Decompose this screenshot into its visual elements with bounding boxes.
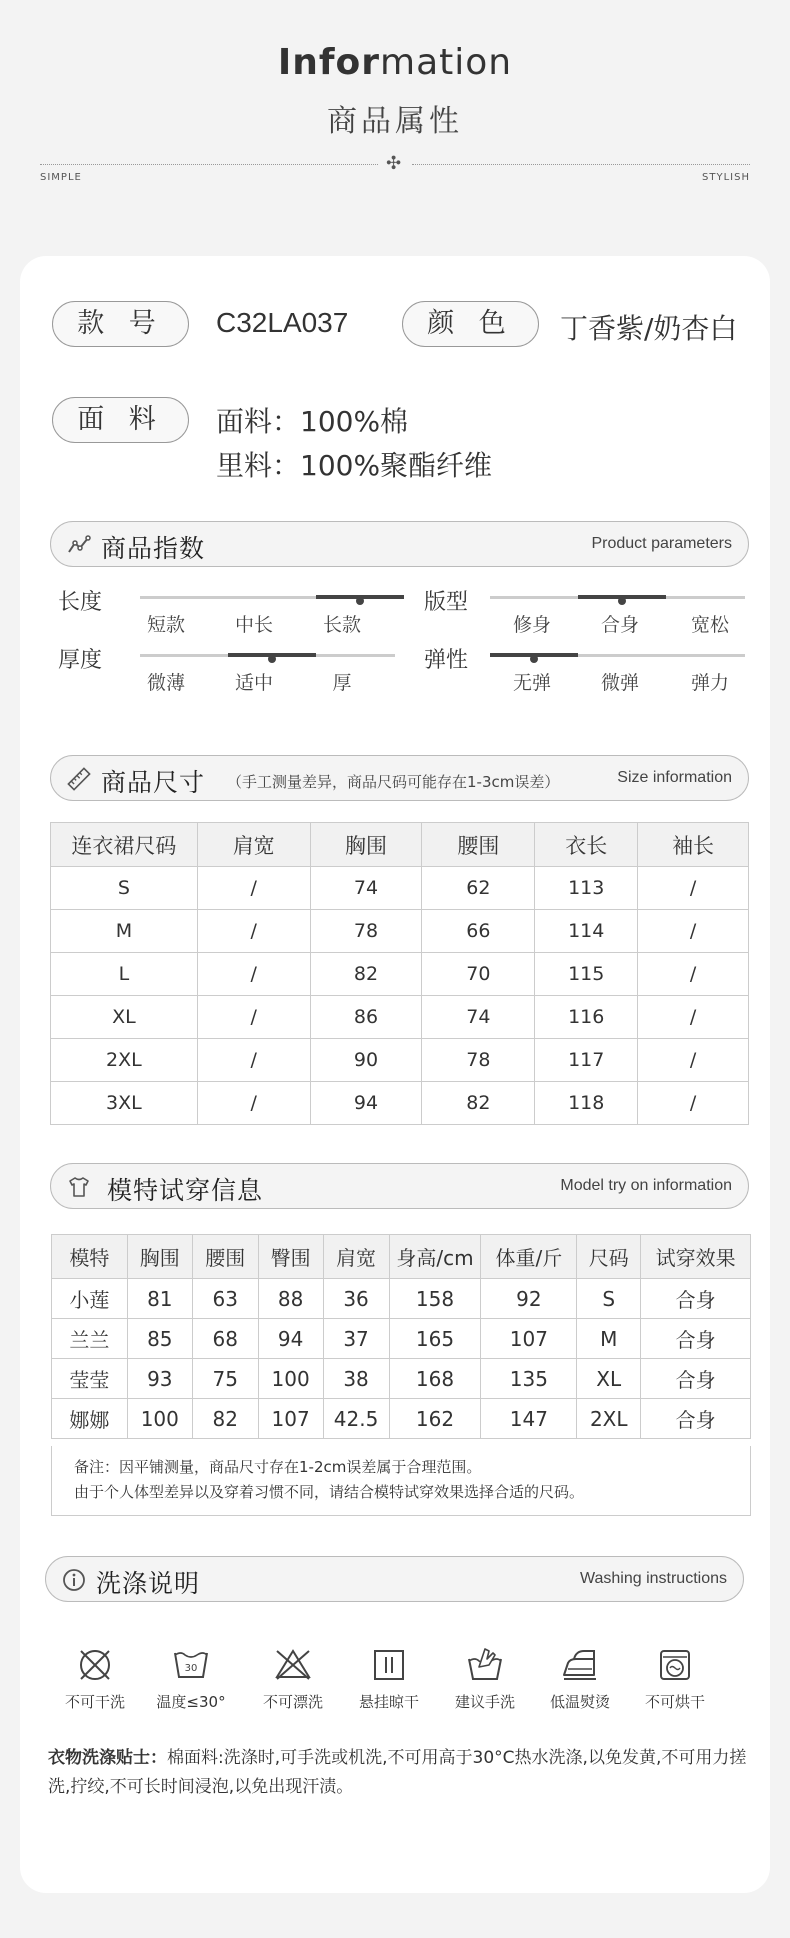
model-cell: 娜娜 <box>52 1399 128 1439</box>
column-header: 试穿效果 <box>641 1235 751 1279</box>
size-cell: 90 <box>310 1039 422 1082</box>
column-header: 肩宽 <box>323 1235 389 1279</box>
size-cell: S <box>51 867 198 910</box>
index-option: 微弹 <box>600 672 639 694</box>
page-title <box>0 42 790 83</box>
fabric-line-2: 里料：100%聚酯纤维 <box>216 449 493 482</box>
size-cell: 115 <box>535 953 638 996</box>
model-cell: 94 <box>258 1319 323 1359</box>
size-cell: 82 <box>422 1082 535 1125</box>
wash-number: 30 <box>184 1663 198 1674</box>
size-info-note: （手工测量差异，商品尺码可能存在1-3cm误差） <box>227 773 560 791</box>
table-row <box>51 867 749 910</box>
column-header: 袖长 <box>638 823 749 867</box>
table-row <box>51 996 749 1039</box>
hand-wash-icon <box>465 1645 505 1685</box>
table-row <box>51 910 749 953</box>
title-bold: Infor <box>277 42 381 83</box>
model-cell: 93 <box>127 1359 192 1399</box>
model-cell: 合身 <box>641 1319 751 1359</box>
size-cell: / <box>638 996 749 1039</box>
model-cell: 37 <box>323 1319 389 1359</box>
model-cell: 82 <box>192 1399 258 1439</box>
size-cell: / <box>197 1039 310 1082</box>
model-cell: S <box>577 1279 641 1319</box>
table-row <box>52 1359 751 1399</box>
model-cell: M <box>577 1319 641 1359</box>
color-value: 丁香紫/奶杏白 <box>560 312 738 345</box>
scale-dot <box>268 655 276 663</box>
care-label: 温度≤30° <box>156 1693 226 1711</box>
size-cell: 62 <box>422 867 535 910</box>
column-header: 肩宽 <box>197 823 310 867</box>
model-table-header <box>52 1235 751 1279</box>
model-cell: 107 <box>481 1319 577 1359</box>
column-header: 胸围 <box>127 1235 192 1279</box>
index-option: 修身 <box>512 614 551 636</box>
model-table <box>51 1234 751 1439</box>
model-info-en: Model try on information <box>560 1177 732 1194</box>
size-info-bar <box>50 755 749 801</box>
column-header: 胸围 <box>310 823 422 867</box>
scale-dot <box>618 597 626 605</box>
model-cell: XL <box>577 1359 641 1399</box>
column-header: 尺码 <box>577 1235 641 1279</box>
care-label: 不可漂洗 <box>262 1693 323 1711</box>
tag-stylish: STYLISH <box>702 172 750 183</box>
no-tumble-dry-icon <box>655 1645 695 1685</box>
table-row <box>51 953 749 996</box>
model-cell: 158 <box>389 1279 481 1319</box>
style-no-label: 款 号 <box>52 301 189 347</box>
hang-dry-icon <box>369 1645 409 1685</box>
size-cell: 116 <box>535 996 638 1039</box>
table-row <box>52 1279 751 1319</box>
wash-tips-label: 衣物洗涤贴士： <box>48 1748 167 1768</box>
size-cell: 94 <box>310 1082 422 1125</box>
size-cell: / <box>638 953 749 996</box>
size-cell: / <box>197 1082 310 1125</box>
column-header: 腰围 <box>192 1235 258 1279</box>
size-cell: 66 <box>422 910 535 953</box>
wash-info-en: Washing instructions <box>579 1570 727 1587</box>
care-hang-dry <box>344 1645 434 1712</box>
model-remark <box>51 1446 751 1516</box>
color-label: 颜 色 <box>402 301 539 347</box>
column-header: 衣长 <box>535 823 638 867</box>
model-cell: 165 <box>389 1319 481 1359</box>
care-no-bleach <box>248 1645 338 1712</box>
table-row <box>52 1399 751 1439</box>
tag-simple: SIMPLE <box>40 172 82 183</box>
model-cell: 100 <box>258 1359 323 1399</box>
index-label: 长度 <box>58 590 103 615</box>
care-no-dry-clean <box>50 1645 140 1712</box>
model-cell: 合身 <box>641 1399 751 1439</box>
wash-info-title: 洗涤说明 <box>96 1569 201 1598</box>
model-cell: 75 <box>192 1359 258 1399</box>
model-cell: 2XL <box>577 1399 641 1439</box>
index-label: 版型 <box>424 590 469 615</box>
model-cell: 168 <box>389 1359 481 1399</box>
care-label: 建议手洗 <box>454 1693 515 1711</box>
size-info-en: Size information <box>617 769 732 786</box>
wash-30-icon <box>171 1645 211 1685</box>
size-cell: / <box>638 867 749 910</box>
size-table-header <box>51 823 749 867</box>
model-cell: 92 <box>481 1279 577 1319</box>
info-icon <box>62 1568 86 1592</box>
care-wash-30 <box>146 1645 236 1712</box>
size-info-title: 商品尺寸 <box>101 768 206 797</box>
care-label: 悬挂晾干 <box>358 1693 419 1711</box>
column-header: 腰围 <box>422 823 535 867</box>
scale-dot <box>356 597 364 605</box>
header-divider-left <box>40 164 378 165</box>
low-iron-icon <box>560 1645 600 1685</box>
table-row <box>52 1319 751 1359</box>
size-cell: 78 <box>310 910 422 953</box>
index-option: 短款 <box>146 614 185 636</box>
size-cell: 2XL <box>51 1039 198 1082</box>
care-no-tumble-dry <box>630 1645 720 1712</box>
model-cell: 合身 <box>641 1279 751 1319</box>
care-low-iron <box>535 1645 625 1712</box>
index-option: 厚 <box>332 672 352 694</box>
model-cell: 小莲 <box>52 1279 128 1319</box>
model-cell: 147 <box>481 1399 577 1439</box>
model-cell: 68 <box>192 1319 258 1359</box>
remark-line-2: 由于个人体型差异以及穿着习惯不同，请结合模特试穿效果选择合适的尺码。 <box>74 1483 585 1501</box>
index-option: 适中 <box>234 672 273 694</box>
size-cell: / <box>638 1082 749 1125</box>
header-divider-right <box>412 164 750 165</box>
product-index-bar <box>50 521 749 567</box>
shirt-icon <box>67 1175 91 1199</box>
model-cell: 合身 <box>641 1359 751 1399</box>
column-header: 身高/cm <box>389 1235 481 1279</box>
model-cell: 36 <box>323 1279 389 1319</box>
size-table <box>50 822 749 1125</box>
size-cell: / <box>197 996 310 1039</box>
index-label: 弹性 <box>424 648 469 673</box>
no-bleach-icon <box>273 1645 313 1685</box>
model-cell: 莹莹 <box>52 1359 128 1399</box>
size-cell: 86 <box>310 996 422 1039</box>
size-cell: 74 <box>310 867 422 910</box>
size-cell: 113 <box>535 867 638 910</box>
size-cell: 114 <box>535 910 638 953</box>
model-cell: 135 <box>481 1359 577 1399</box>
wash-info-bar <box>45 1556 744 1602</box>
column-header: 模特 <box>52 1235 128 1279</box>
scale-dot <box>530 655 538 663</box>
ruler-icon <box>67 767 91 791</box>
model-cell: 63 <box>192 1279 258 1319</box>
model-cell: 88 <box>258 1279 323 1319</box>
size-cell: 118 <box>535 1082 638 1125</box>
index-option: 宽松 <box>690 614 729 636</box>
model-cell: 42.5 <box>323 1399 389 1439</box>
model-cell: 162 <box>389 1399 481 1439</box>
size-cell: 78 <box>422 1039 535 1082</box>
no-dry-clean-icon <box>75 1645 115 1685</box>
size-cell: / <box>197 953 310 996</box>
product-index-title: 商品指数 <box>101 534 206 563</box>
cross-ornament-icon: ✣ <box>386 153 402 174</box>
index-option: 弹力 <box>690 672 729 694</box>
size-cell: XL <box>51 996 198 1039</box>
size-cell: 117 <box>535 1039 638 1082</box>
table-row <box>51 1039 749 1082</box>
model-cell: 85 <box>127 1319 192 1359</box>
size-cell: 3XL <box>51 1082 198 1125</box>
trend-line-icon <box>67 533 91 557</box>
size-cell: / <box>197 867 310 910</box>
page-subtitle: 商品属性 <box>327 104 463 139</box>
size-cell: 74 <box>422 996 535 1039</box>
index-option: 长款 <box>322 614 361 636</box>
index-option: 中长 <box>234 614 273 636</box>
table-row <box>51 1082 749 1125</box>
column-header: 体重/斤 <box>481 1235 577 1279</box>
index-label: 厚度 <box>58 648 103 673</box>
care-hand-wash <box>440 1645 530 1712</box>
model-cell: 兰兰 <box>52 1319 128 1359</box>
size-cell: / <box>197 910 310 953</box>
size-cell: / <box>638 1039 749 1082</box>
fabric-line-1: 面料：100%棉 <box>216 405 409 438</box>
index-option: 合身 <box>600 614 639 636</box>
remark-line-1: 备注：因平铺测量，商品尺寸存在1-2cm误差属于合理范围。 <box>74 1458 482 1476</box>
index-option: 无弹 <box>512 672 551 694</box>
size-cell: M <box>51 910 198 953</box>
fabric-label: 面 料 <box>52 397 189 443</box>
column-header: 连衣裙尺码 <box>51 823 198 867</box>
index-option: 微薄 <box>146 672 185 694</box>
care-label: 不可干洗 <box>64 1693 125 1711</box>
model-info-bar <box>50 1163 749 1209</box>
product-index-en: Product parameters <box>591 535 732 552</box>
care-label: 不可烘干 <box>644 1693 705 1711</box>
care-label: 低温熨烫 <box>549 1693 610 1711</box>
size-cell: 82 <box>310 953 422 996</box>
style-no-value: C32LA037 <box>216 307 349 338</box>
size-cell: 70 <box>422 953 535 996</box>
size-cell: L <box>51 953 198 996</box>
wash-tips <box>48 1744 760 1802</box>
model-cell: 38 <box>323 1359 389 1399</box>
wash-tips-text: 棉面料:洗涤时,可手洗或机洗,不可用高于30°C热水洗涤,以免发黄,不可用力搓洗,拧绞,不可长时间浸泡,以免出现汗渍。 <box>48 1748 747 1797</box>
model-cell: 107 <box>258 1399 323 1439</box>
size-cell: / <box>638 910 749 953</box>
column-header: 臀围 <box>258 1235 323 1279</box>
model-info-title: 模特试穿信息 <box>107 1176 264 1205</box>
title-light: mation <box>380 42 513 83</box>
model-cell: 100 <box>127 1399 192 1439</box>
model-cell: 81 <box>127 1279 192 1319</box>
